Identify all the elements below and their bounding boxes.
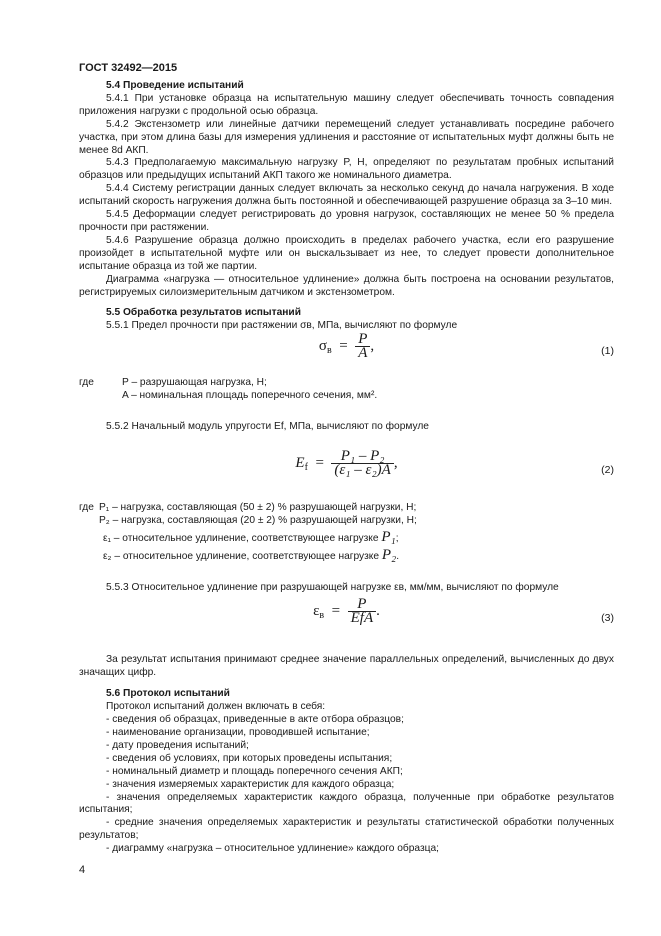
list-item: - сведения об образцах, приведенные в акте отбора образцов;	[106, 714, 404, 726]
fraction-denominator: (ε₁ – ε₂)A	[334, 461, 391, 478]
section-5-5-title: 5.5 Обработка результатов испытаний	[106, 307, 301, 319]
fraction	[331, 447, 393, 478]
where-block	[79, 377, 614, 403]
fraction-numerator: P	[355, 333, 370, 347]
formula-subscript: в	[319, 610, 325, 622]
paragraph: Диаграмма «нагрузка — относительное удлинение» должна быть построена на основании результатов, регистрируемых силоизмерительным датчиком и экстензометром.	[79, 273, 614, 298]
list-item: - значения измеряемых характеристик для каждого образца;	[106, 778, 395, 790]
list-item: - наименование организации, проводившей испытание;	[106, 727, 370, 738]
fraction	[355, 333, 370, 360]
list-item: - значения определяемых характеристик каждого образца, полученные при обработке результатов испытания;	[79, 791, 614, 816]
definition: P – разрушающая нагрузка, Н;	[122, 377, 267, 389]
formula-3: $\varepsilon_в$ = $\frac{P}{\text{EfA}}$ . (3)	[313, 596, 614, 627]
where-block	[79, 502, 614, 515]
paragraph: За результат испытания принимают среднее значение параллельных определений, вычисленных до двух значащих цифр.	[79, 654, 614, 679]
paragraph: 5.4.2 Экстензометр или линейные датчики перемещений следует устанавливать посредине рабочего участка, при этом длина базы для измерения удлинения и расстояние от испытательных муфт должны быть не менее 8d АКП.	[79, 118, 614, 156]
definition: ε₂ – относительное удлинение, соответствующее нагрузке P₂.	[103, 546, 400, 563]
definition: A – номинальная площадь поперечного сечения, мм².	[122, 390, 378, 402]
paragraph: 5.4.1 При установке образца на испытательную машину следует обеспечивать точность совпадения приложения нагрузки с продольной осью образца.	[79, 92, 614, 117]
section-5-4-title: 5.4 Проведение испытаний	[106, 80, 244, 91]
definition-text: ε₁ – относительное удлинение, соответствующее нагрузке	[103, 532, 379, 544]
formula-number: (1)	[601, 345, 614, 358]
fraction-denominator: EfA	[350, 610, 374, 627]
document-body	[79, 80, 614, 856]
paragraph: 5.5.3 Относительное удлинение при разрушающей нагрузке εв, мм/мм, вычисляют по формуле	[106, 581, 559, 593]
formula-symbol: E	[295, 454, 305, 471]
formula-1: $\sigma_в$ = $\frac{P}{A}$ , (1)	[318, 331, 614, 362]
formula-number: (3)	[601, 612, 614, 625]
paragraph: 5.4.3 Предполагаемую максимальную нагрузку P, Н, определяют по результатам пробных испытаний образцов или предыдущих испытаний АКП такого же номинального диаметра.	[79, 157, 614, 182]
paragraph: 5.5.1 Предел прочности при растяжении σв, МПа, вычисляют по формуле	[106, 320, 458, 332]
formula-symbol: ε	[313, 603, 320, 620]
definition: P₂ – нагрузка, составляющая (20 ± 2) % разрушающей нагрузки, Н;	[99, 514, 417, 526]
fraction	[348, 598, 377, 625]
formula-subscript: в	[326, 345, 332, 357]
formula-subscript: f	[304, 461, 308, 473]
fraction-numerator: P₁ – P₂	[331, 450, 393, 464]
where-label: где	[79, 501, 94, 513]
formula-2: $E_f$ = $\frac{\text{P₁ – P₂}}{\text{(ε₁ – ε₂)A}}$ , (2)	[295, 447, 614, 478]
paragraph: Протокол испытаний должен включать в себя:	[106, 701, 326, 713]
paragraph: 5.4.4 Систему регистрации данных следует включать за несколько секунд до начала нагружения. В ходе испытаний скорость нагружения должна быть постоянной и обеспечивающей разрушение образца за 3–10 мин.	[79, 183, 614, 208]
list-item: - средние значения определяемых характеристик и результаты статистической обработки полученных результатов;	[79, 817, 614, 842]
definition-text: ε₂ – относительное удлинение, соответствующее нагрузке	[103, 550, 380, 562]
list-item: - диаграмму «нагрузка – относительное удлинение» каждого образца;	[106, 843, 439, 855]
formula-symbol: σ	[318, 338, 327, 355]
definition: ε₁ – относительное удлинение, соответствующее нагрузке P₁;	[103, 528, 399, 545]
section-5-6-title: 5.6 Протокол испытаний	[106, 688, 230, 700]
formula-number: (2)	[601, 463, 614, 476]
document-code: ГОСТ 32492—2015	[79, 62, 178, 74]
list-item: - сведения об условиях, при которых проведены испытания;	[106, 752, 393, 764]
formula-symbol: P₂	[381, 546, 397, 563]
paragraph: 5.5.2 Начальный модуль упругости Ef, МПа, вычисляют по формуле	[106, 421, 429, 433]
list-item: - номинальный диаметр и площадь поперечного сечения АКП;	[106, 765, 403, 777]
page-number: 4	[79, 864, 86, 876]
fraction-numerator: P	[348, 598, 377, 612]
formula-symbol: P₁	[381, 528, 396, 545]
paragraph: 5.4.6 Разрушение образца должно происходить в пределах рабочего участка, если его разрушение произойдет в испытательной муфте или он выскальзывает из нее, то следует провести дополнительное испытание образца из той же партии.	[79, 234, 614, 272]
paragraph: 5.4.5 Деформации следует регистрировать до уровня нагрузок, составляющих не менее 50 % предела прочности при растяжении.	[79, 209, 614, 233]
definition: P₁ – нагрузка, составляющая (50 ± 2) % разрушающей нагрузки, Н;	[99, 501, 417, 513]
list-item: - дату проведения испытаний;	[106, 739, 249, 751]
fraction-denominator: A	[358, 345, 368, 362]
where-label: где	[79, 377, 94, 389]
